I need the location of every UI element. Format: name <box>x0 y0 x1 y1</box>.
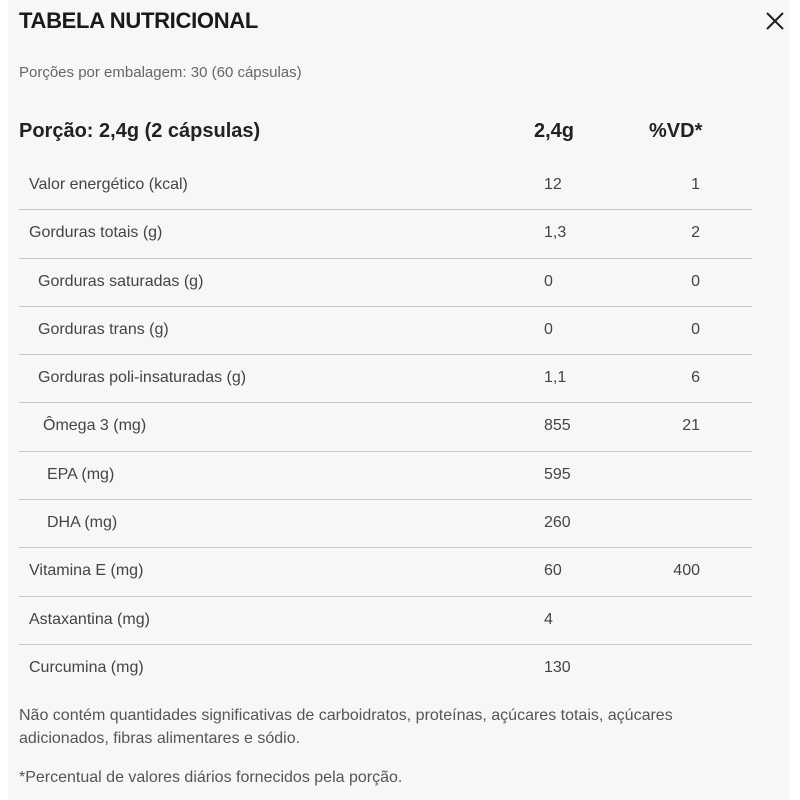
table-row <box>19 548 752 596</box>
close-icon <box>762 8 788 34</box>
nutrient-name: Vitamina E (mg) <box>29 562 144 580</box>
nutrient-name: DHA (mg) <box>47 514 118 532</box>
portion-header <box>19 120 749 148</box>
nutrient-quantity: 12 <box>544 176 562 193</box>
nutrient-quantity: 0 <box>544 272 553 290</box>
nutrient-name: Gorduras saturadas (g) <box>38 272 204 290</box>
close-button[interactable] <box>762 8 788 34</box>
nutrient-quantity: 1,3 <box>544 224 567 242</box>
nutrient-quantity: 0 <box>544 320 553 338</box>
nutrient-vd: 400 <box>673 562 700 580</box>
nutrient-name: Valor energético (kcal) <box>29 176 188 193</box>
table-row <box>19 210 752 258</box>
table-row <box>19 403 752 451</box>
table-row <box>19 597 752 645</box>
nutrient-name: Astaxantina (mg) <box>29 610 150 628</box>
nutrition-table <box>19 162 752 692</box>
nutrient-quantity: 60 <box>544 562 562 580</box>
nutrient-name: Curcumina (mg) <box>29 658 144 676</box>
nutrition-note: Não contém quantidades significativas de carboidratos, proteínas, açúcares totais, açúcares adicionados, fibras alimentares e sódio. <box>19 707 673 747</box>
table-row <box>19 259 752 307</box>
nutrient-vd: 0 <box>691 320 700 338</box>
portion-label: Porção: 2,4g (2 cápsulas) <box>19 120 261 142</box>
nutrient-vd: 6 <box>691 369 700 387</box>
nutrient-quantity: 260 <box>544 514 571 532</box>
table-row <box>19 307 752 355</box>
nutrient-vd: 21 <box>682 417 700 435</box>
nutrient-name: Ômega 3 (mg) <box>43 417 147 435</box>
nutrient-vd: 2 <box>691 224 700 242</box>
vd-header: %VD* <box>649 120 703 142</box>
table-row <box>19 162 752 210</box>
table-row <box>19 355 752 403</box>
nutrient-quantity: 1,1 <box>544 369 567 387</box>
portion-amount: 2,4g <box>534 120 575 142</box>
table-row <box>19 645 752 692</box>
vd-footnote: *Percentual de valores diários fornecidos pela porção. <box>19 769 403 786</box>
nutrient-vd: 0 <box>691 272 700 290</box>
nutrient-quantity: 130 <box>544 658 571 676</box>
nutrient-name: Gorduras poli-insaturadas (g) <box>38 369 247 387</box>
table-row <box>19 452 752 500</box>
table-row <box>19 500 752 548</box>
nutrient-quantity: 4 <box>544 610 553 628</box>
nutrient-name: EPA (mg) <box>47 465 115 483</box>
nutrient-vd: 1 <box>691 176 700 193</box>
servings-per-package: Porções por embalagem: 30 (60 cápsulas) <box>19 64 302 81</box>
nutrient-quantity: 855 <box>544 417 571 435</box>
nutrient-name: Gorduras trans (g) <box>38 320 169 338</box>
nutrient-name: Gorduras totais (g) <box>29 224 163 242</box>
nutrient-quantity: 595 <box>544 465 571 483</box>
modal-title: TABELA NUTRICIONAL <box>19 8 259 33</box>
